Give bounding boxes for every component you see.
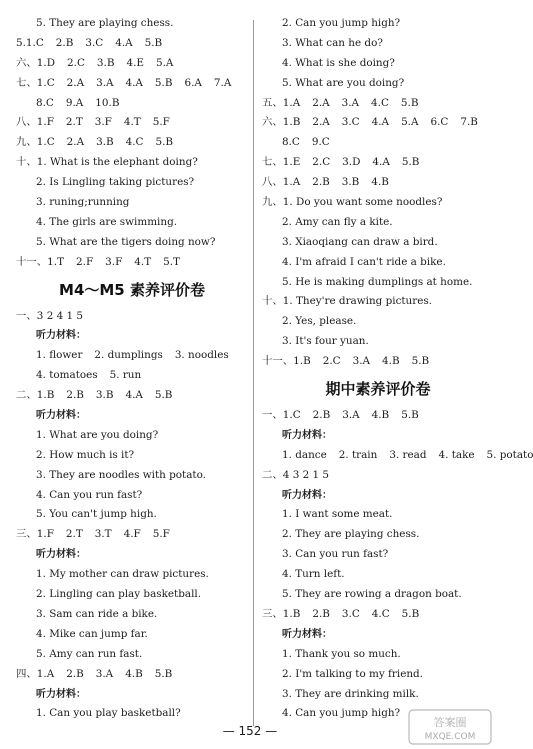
answer-line <box>262 153 494 173</box>
answer-line <box>16 625 248 645</box>
answer-item: 5.B <box>401 607 420 620</box>
answer-item: 8.C <box>282 136 300 149</box>
answer-line <box>262 525 494 545</box>
answer-item: 2. I'm talking to my friend. <box>282 667 423 680</box>
answer-item: 7.B <box>460 116 478 129</box>
answer-item: 5.B <box>154 76 173 89</box>
column-divider <box>253 20 254 726</box>
answer-item: 五、1.A <box>262 96 301 109</box>
answer-line <box>16 213 248 233</box>
listening-material-label <box>16 545 248 565</box>
answer-item: 6.A <box>184 76 202 89</box>
answer-line <box>16 505 248 525</box>
answer-item: 4.C <box>371 607 390 620</box>
answer-item: 4. The girls are swimming. <box>36 215 178 228</box>
answer-item: 4. Can you jump high? <box>282 707 401 720</box>
answer-item: 四、1.A <box>16 667 55 680</box>
answer-item: 2.A <box>312 116 330 129</box>
answer-item: 3. What can he do? <box>282 36 383 49</box>
answer-line <box>262 173 494 193</box>
answer-item: 4.B <box>371 409 390 422</box>
answer-line <box>16 133 248 153</box>
answer-line <box>262 133 494 153</box>
answer-line <box>16 346 248 366</box>
answer-item: 3. Sam can ride a bike. <box>36 607 158 620</box>
answer-item: 2.B <box>312 409 331 422</box>
answer-item: 十一、1.B <box>262 355 311 368</box>
answer-item: 4.A <box>372 156 390 169</box>
answer-line <box>16 74 248 94</box>
answer-item: 5. You can't jump high. <box>36 508 157 521</box>
answer-item: 二、4 3 2 1 5 <box>262 468 330 481</box>
answer-line <box>262 406 494 426</box>
answer-line <box>16 173 248 193</box>
answer-line <box>16 525 248 545</box>
answer-line <box>262 332 494 352</box>
answer-item: 3. They are drinking milk. <box>282 687 419 700</box>
answer-item: 3.A <box>95 667 114 680</box>
answer-item: 八、1.A <box>262 176 301 189</box>
answer-line <box>262 466 494 486</box>
answer-item: 5.F <box>152 116 170 129</box>
answer-item: 5. What are the tigers doing now? <box>36 235 216 248</box>
answer-line <box>262 312 494 332</box>
answer-item: 4. What is she doing? <box>282 56 395 69</box>
answer-item: 七、1.C <box>16 76 55 89</box>
answer-item: 10.B <box>95 96 120 109</box>
answer-line <box>262 545 494 565</box>
answer-item: 2.C <box>312 156 331 169</box>
answer-item: 5. What are you doing? <box>282 76 405 89</box>
answer-item: 1. I want some meat. <box>282 508 393 521</box>
answer-item: 听力材料： <box>36 688 86 700</box>
answer-item: 5.B <box>144 36 163 49</box>
answer-line <box>16 386 248 406</box>
answer-item: 5. He is making dumplings at home. <box>282 275 473 288</box>
answer-line <box>16 605 248 625</box>
answer-item: 3.T <box>94 528 112 541</box>
answer-item: 2.T <box>65 116 83 129</box>
answer-item: 5.B <box>154 667 173 680</box>
answer-item: 2. How much is it? <box>36 448 135 461</box>
answer-line <box>262 446 533 466</box>
answer-item: 4.A <box>371 116 390 129</box>
answer-item: 八、1.F <box>16 116 54 129</box>
answer-item: 1. Thank you so much. <box>282 647 401 660</box>
answer-item: 5.B <box>401 409 419 422</box>
answer-item: 3.C <box>341 607 360 620</box>
answer-item: 3. They are noodles with potato. <box>36 468 206 481</box>
section-title <box>16 273 248 307</box>
answer-item: 2.A <box>312 96 330 109</box>
answer-item: 5.B <box>411 355 430 368</box>
answer-item: 1. My mother can draw pictures. <box>36 568 209 581</box>
answer-item: 2.T <box>65 528 83 541</box>
answer-item: 3. Can you run fast? <box>282 548 389 561</box>
listening-material-label <box>262 426 494 446</box>
answer-item: 3.A <box>352 355 371 368</box>
answer-line <box>262 645 494 665</box>
answer-item: 3.C <box>341 116 360 129</box>
answer-item: 6.C <box>430 116 449 129</box>
answer-item: 二、1.B <box>16 389 55 402</box>
watermark-logo <box>408 709 492 745</box>
answer-item: 4. tomatoes <box>36 369 98 382</box>
answer-item: 4. I'm afraid I can't ride a bike. <box>282 255 446 268</box>
answer-line <box>262 665 494 685</box>
answer-item: 4. Can you run fast? <box>36 488 143 501</box>
answer-item: 5.B <box>401 156 420 169</box>
answer-item: 7.A <box>213 76 232 89</box>
answer-item: 三、1.B <box>262 607 301 620</box>
answer-item: 3. Xiaoqiang can draw a bird. <box>282 235 438 248</box>
answer-line <box>262 273 494 293</box>
listening-material-label <box>16 685 248 705</box>
answer-line <box>262 565 494 585</box>
answer-line <box>16 233 248 253</box>
answer-item: 5.B <box>400 96 419 109</box>
answer-item: 3.F <box>94 116 112 129</box>
answer-item: 2.C <box>67 56 85 69</box>
answer-item: 一、3 2 4 1 5 <box>16 309 84 322</box>
answer-item: 2.B <box>312 607 330 620</box>
answer-item: 十、1. What is the elephant doing? <box>16 156 198 169</box>
answer-item: 六、1.D <box>16 56 56 69</box>
answer-item: 4.A <box>125 76 143 89</box>
answer-item: 5. potato <box>486 448 533 461</box>
answer-item: 2.B <box>66 667 84 680</box>
answer-line <box>16 665 248 685</box>
answer-item: 5. They are playing chess. <box>36 17 174 29</box>
listening-material-label <box>262 625 494 645</box>
answer-item: 4. Turn left. <box>282 568 345 581</box>
answer-item: 七、1.E <box>262 156 301 169</box>
answer-item: 1. Can you play basketball? <box>36 707 181 720</box>
answer-line <box>16 153 248 173</box>
answer-item: 听力材料： <box>282 429 332 441</box>
answer-item: 2.F <box>76 255 94 268</box>
answer-item: 2.B <box>55 36 74 49</box>
answer-item: 2. dumplings <box>94 349 163 362</box>
answer-item: 3. It's four yuan. <box>282 335 369 348</box>
answer-line <box>16 426 248 446</box>
answer-line <box>16 34 248 54</box>
answer-line <box>16 704 248 724</box>
answer-line <box>262 233 494 253</box>
answer-item: 3. noodles <box>174 349 229 362</box>
listening-material-label <box>262 486 494 506</box>
answer-line <box>262 113 494 133</box>
answer-item: 8.C <box>36 96 54 109</box>
answer-item: 4. Mike can jump far. <box>36 627 148 640</box>
answer-item: 1. What are you doing? <box>36 428 159 441</box>
answer-item: 5.A <box>155 56 174 69</box>
answer-item: 5. run <box>109 369 142 382</box>
answer-item: 4.B <box>371 176 389 189</box>
answer-item: 十、1. They're drawing pictures. <box>262 295 433 308</box>
answer-item: 2.A <box>66 136 85 149</box>
answer-item: 4.T <box>134 255 152 268</box>
left-column <box>16 14 248 724</box>
answer-item: M4～M5 素养评价卷 <box>59 280 205 299</box>
answer-item: 4.C <box>371 96 389 109</box>
answer-line <box>262 505 494 525</box>
answer-item: 2.B <box>312 176 330 189</box>
answer-item: 3.B <box>96 56 115 69</box>
answer-item: 3.B <box>96 136 114 149</box>
answer-line <box>16 193 248 213</box>
answer-line <box>16 446 248 466</box>
answer-item: 六、1.B <box>262 116 301 129</box>
listening-material-label <box>16 406 248 426</box>
answer-item: 九、1.C <box>16 136 55 149</box>
answer-item: 4.T <box>123 116 141 129</box>
answer-line <box>16 585 248 605</box>
answer-item: 4.A <box>115 36 133 49</box>
answer-item: 5.B <box>155 136 174 149</box>
right-column <box>262 14 533 724</box>
answer-item: 5.B <box>154 389 173 402</box>
answer-item: 听力材料： <box>282 628 332 640</box>
answer-line <box>16 645 248 665</box>
answer-item: 1. dance <box>282 448 327 461</box>
answer-item: 9.C <box>311 136 330 149</box>
answer-item: 4.C <box>125 136 144 149</box>
answer-line <box>262 193 494 213</box>
answer-item: 9.A <box>65 96 84 109</box>
answer-item: 听力材料： <box>282 489 332 501</box>
answer-line <box>262 585 494 605</box>
page-number: — 152 — <box>222 724 278 738</box>
answer-line <box>262 14 494 34</box>
answer-item: 2. Is Lingling taking pictures? <box>36 176 195 189</box>
answer-item: 3.D <box>342 156 361 169</box>
answer-item: 2. train <box>338 448 378 461</box>
answer-line <box>16 366 248 386</box>
answer-item: 5. They are rowing a dragon boat. <box>282 588 462 601</box>
answer-item: 2.A <box>66 76 85 89</box>
answer-line <box>262 352 494 372</box>
answer-item: 4.B <box>382 355 400 368</box>
answer-item: 2. Yes, please. <box>282 315 357 328</box>
answer-item: 听力材料： <box>36 330 86 342</box>
answer-line <box>262 34 494 54</box>
answer-line <box>262 253 494 273</box>
section-title <box>262 372 494 406</box>
answer-item: 十一、1.T <box>16 255 65 268</box>
answer-item: 5. Amy can run fast. <box>36 647 143 660</box>
answer-item: 4.F <box>123 528 141 541</box>
answer-item: 3.A <box>96 76 114 89</box>
answer-line <box>16 466 248 486</box>
answer-line <box>16 113 248 133</box>
answer-item: 听力材料： <box>36 549 86 561</box>
answer-item: 三、1.F <box>16 528 54 541</box>
answer-line <box>262 605 494 625</box>
svg-text:MXQE.COM: MXQE.COM <box>424 732 476 742</box>
answer-item: 3. runing;running <box>36 196 130 209</box>
svg-text:答案圈: 答案圈 <box>433 716 467 729</box>
answer-item: 3.A <box>341 96 360 109</box>
answer-line <box>16 54 248 74</box>
answer-line <box>262 94 494 114</box>
answer-line <box>16 307 248 327</box>
answer-item: 3.B <box>341 176 360 189</box>
answer-item: 4. take <box>438 448 475 461</box>
answer-line <box>16 94 248 114</box>
answer-item: 2. Can you jump high? <box>282 17 401 29</box>
answer-line <box>262 213 494 233</box>
answer-item: 4.B <box>125 667 143 680</box>
answer-line <box>262 74 494 94</box>
answer-line <box>16 486 248 506</box>
answer-item: 期中素养评价卷 <box>325 380 431 399</box>
answer-item: 2. They are playing chess. <box>282 528 420 541</box>
listening-material-label <box>16 326 248 346</box>
answer-item: 5.T <box>163 255 180 268</box>
answer-item: 一、1.C <box>262 409 301 422</box>
answer-line <box>16 565 248 585</box>
answer-line <box>16 253 248 273</box>
answer-item: 九、1. Do you want some noodles? <box>262 196 443 209</box>
answer-item: 听力材料： <box>36 410 86 422</box>
answer-item: 4.A <box>125 389 143 402</box>
answer-item: 5.F <box>152 528 170 541</box>
answer-item: 4.E <box>126 56 144 69</box>
answer-item: 2. Amy can fly a kite. <box>282 215 393 228</box>
answer-line <box>262 292 494 312</box>
answer-item: 2.C <box>322 355 341 368</box>
answer-item: 5.A <box>401 116 419 129</box>
answer-item: 1. flower <box>36 349 83 362</box>
answer-item: 3. read <box>389 448 427 461</box>
answer-line <box>16 14 248 34</box>
answer-item: 5.1.C <box>16 36 44 49</box>
answer-line <box>262 685 494 705</box>
answer-item: 3.A <box>342 409 360 422</box>
answer-item: 2. Lingling can play basketball. <box>36 588 202 601</box>
answer-line <box>262 54 494 74</box>
answer-item: 3.F <box>105 255 123 268</box>
answer-item: 3.B <box>95 389 114 402</box>
answer-item: 2.B <box>66 389 84 402</box>
answer-item: 3.C <box>85 36 104 49</box>
